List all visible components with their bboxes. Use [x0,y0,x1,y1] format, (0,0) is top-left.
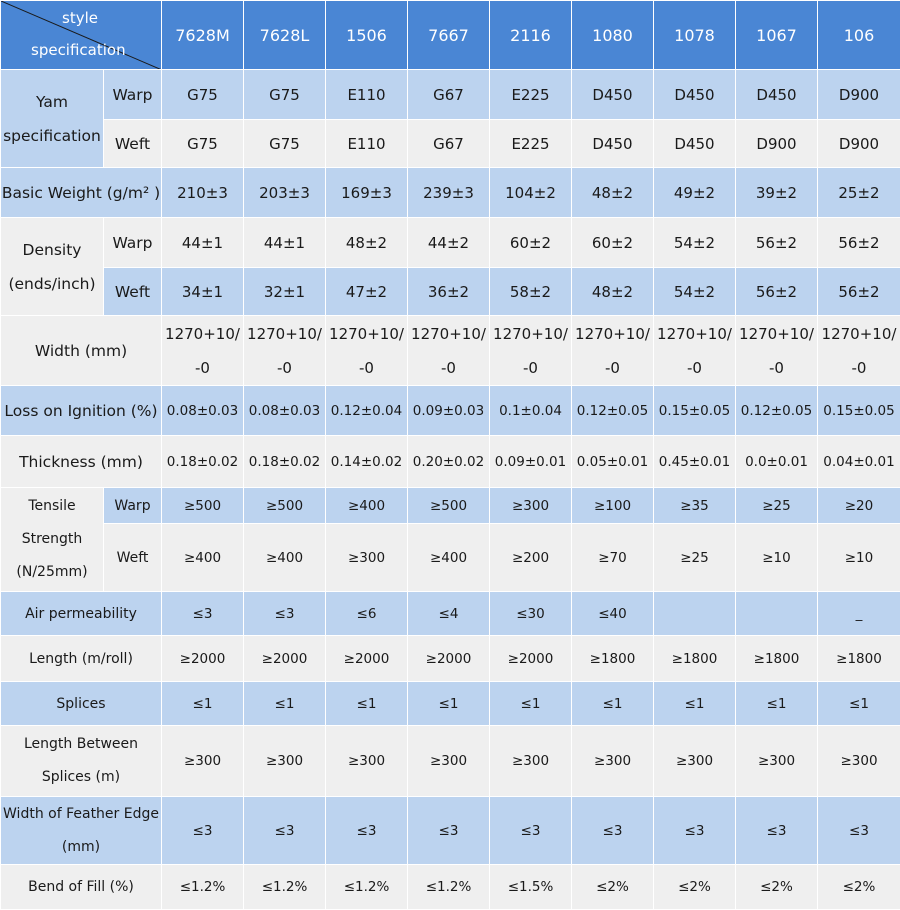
table-cell: ≤3 [162,797,244,865]
table-cell [244,316,326,386]
table-cell: ≤1 [326,682,408,726]
table-cell: 48±2 [572,168,654,218]
table-cell: ≤1 [818,682,900,726]
density-label [1,218,104,316]
width-line1: 1270+10/ [654,317,735,351]
weft-label: Weft [104,268,162,316]
width-line1: 1270+10/ [244,317,325,351]
table-cell: ≤1 [162,682,244,726]
table-cell: ≥300 [408,726,490,797]
table-cell: 0.0±0.01 [736,436,818,488]
table-cell: 56±2 [736,218,818,268]
table-cell: D450 [572,120,654,168]
tensile-label-line3: (N/25mm) [1,556,103,589]
table-cell: 39±2 [736,168,818,218]
weft-label: Weft [104,120,162,168]
width-line2: -0 [408,351,489,385]
table-row [1,797,900,865]
table-cell: 36±2 [408,268,490,316]
loss-on-ignition-label: Loss on Ignition (%) [1,386,162,436]
table-cell: ≥300 [162,726,244,797]
table-cell: ≤30 [490,592,572,636]
width-line1: 1270+10/ [408,317,489,351]
splices-label: Splices [1,682,162,726]
table-cell: ≤1.2% [162,865,244,910]
width-label: Width (mm) [1,316,162,386]
table-cell: ≥10 [736,524,818,592]
width-line2: -0 [244,351,325,385]
width-line1: 1270+10/ [736,317,817,351]
table-cell: ≤3 [326,797,408,865]
length-label: Length (m/roll) [1,636,162,682]
table-cell: ≤40 [572,592,654,636]
tensile-strength-label [1,488,104,592]
table-cell: ≤1.2% [326,865,408,910]
air-permeability-label: Air permeability [1,592,162,636]
corner-spec-label: specification [31,41,126,59]
table-cell: ≥100 [572,488,654,524]
table-cell: ≤1 [244,682,326,726]
tensile-label-line2: Strength [1,523,103,556]
table-cell: ≤3 [244,592,326,636]
table-cell: ≤1.2% [244,865,326,910]
table-cell: 169±3 [326,168,408,218]
table-cell: G75 [244,70,326,120]
table-cell: E110 [326,70,408,120]
table-cell: 0.15±0.05 [818,386,900,436]
feather-label-line2: (mm) [1,831,161,864]
table-cell: 0.04±0.01 [818,436,900,488]
table-cell: 210±3 [162,168,244,218]
table-cell: 203±3 [244,168,326,218]
width-line1: 1270+10/ [162,317,243,351]
table-cell: 56±2 [736,268,818,316]
table-row [1,268,900,316]
table-cell: ≥25 [736,488,818,524]
table-cell: 0.1±0.04 [490,386,572,436]
table-cell: ≥500 [408,488,490,524]
corner-style-label: style [62,9,98,27]
table-row [1,636,900,682]
warp-label: Warp [104,70,162,120]
table-cell: G75 [244,120,326,168]
table-cell: ≥300 [490,726,572,797]
table-cell: 0.20±0.02 [408,436,490,488]
table-cell: E225 [490,70,572,120]
col-header: 2116 [490,1,572,70]
table-cell [736,316,818,386]
table-cell: G67 [408,120,490,168]
table-row [1,592,900,636]
table-cell: ≤2% [654,865,736,910]
table-cell: ≤1 [572,682,654,726]
table-cell: ≤4 [408,592,490,636]
table-cell: D450 [572,70,654,120]
table-row [1,120,900,168]
table-cell: 58±2 [490,268,572,316]
table-cell: 0.09±0.01 [490,436,572,488]
table-cell: 104±2 [490,168,572,218]
table-cell: 44±1 [244,218,326,268]
table-cell: ≤1.2% [408,865,490,910]
table-row [1,436,900,488]
lbs-label-line1: Length Between [1,728,161,761]
col-header: 1078 [654,1,736,70]
table-cell: ≥2000 [490,636,572,682]
yarn-label-line2: specification [1,119,103,153]
yarn-label-line1: Yam [1,85,103,119]
table-cell: ≥300 [736,726,818,797]
table-cell [818,316,900,386]
table-cell [408,316,490,386]
width-line1: 1270+10/ [490,317,571,351]
table-cell: ≥70 [572,524,654,592]
table-cell: 0.09±0.03 [408,386,490,436]
table-cell: ≥300 [490,488,572,524]
table-cell: ≥300 [654,726,736,797]
basic-weight-label: Basic Weight (g/m² ) [1,168,162,218]
length-between-splices-label [1,726,162,797]
tensile-label-line1: Tensile [1,490,103,523]
table-cell: ≥2000 [162,636,244,682]
table-cell: G75 [162,120,244,168]
col-header: 1080 [572,1,654,70]
table-cell [326,316,408,386]
table-cell: ≥500 [162,488,244,524]
col-header: 1067 [736,1,818,70]
table-cell [736,592,818,636]
table-cell: ≥400 [326,488,408,524]
table-cell: ≤3 [818,797,900,865]
table-cell: 25±2 [818,168,900,218]
table-cell: 0.05±0.01 [572,436,654,488]
table-cell: ≤3 [736,797,818,865]
thickness-label: Thickness (mm) [1,436,162,488]
table-cell: 0.45±0.01 [654,436,736,488]
table-cell: 0.12±0.05 [572,386,654,436]
table-cell: ≤3 [654,797,736,865]
table-cell: 60±2 [490,218,572,268]
width-line2: -0 [654,351,735,385]
table-cell: G75 [162,70,244,120]
table-cell: ≥400 [244,524,326,592]
table-cell [162,316,244,386]
table-cell: 0.12±0.05 [736,386,818,436]
table-cell: 34±1 [162,268,244,316]
table-cell: ≤1 [490,682,572,726]
table-cell: ≤3 [490,797,572,865]
table-cell: D450 [654,120,736,168]
table-cell: G67 [408,70,490,120]
width-line2: -0 [818,351,900,385]
table-cell: ≥500 [244,488,326,524]
table-cell: ≥200 [490,524,572,592]
table-cell: 48±2 [572,268,654,316]
yarn-spec-label [1,70,104,168]
table-cell: ≥400 [408,524,490,592]
table-cell: 44±2 [408,218,490,268]
width-line1: 1270+10/ [572,317,653,351]
table-cell: ≤3 [244,797,326,865]
table-row [1,386,900,436]
table-cell: ≥2000 [326,636,408,682]
table-row [1,865,900,910]
table-cell: D900 [736,120,818,168]
table-cell: ≥1800 [654,636,736,682]
table-cell: ≤3 [162,592,244,636]
feather-label-line1: Width of Feather Edge [1,798,161,831]
col-header: 7628L [244,1,326,70]
density-label-line2: (ends/inch) [1,267,103,301]
table-cell: 54±2 [654,268,736,316]
col-header: 106 [818,1,900,70]
table-row [1,488,900,524]
table-cell: 0.08±0.03 [162,386,244,436]
table-cell: ≤1 [654,682,736,726]
col-header: 1506 [326,1,408,70]
width-line1: 1270+10/ [326,317,407,351]
width-line1: 1270+10/ [818,317,900,351]
table-cell [572,316,654,386]
table-cell [654,592,736,636]
width-line2: -0 [572,351,653,385]
lbs-label-line2: Splices (m) [1,761,161,794]
table-cell: 0.12±0.04 [326,386,408,436]
table-cell: ≥10 [818,524,900,592]
col-header: 7667 [408,1,490,70]
warp-label: Warp [104,488,162,524]
header-row [1,1,900,70]
feather-edge-label [1,797,162,865]
col-header: 7628M [162,1,244,70]
width-line2: -0 [736,351,817,385]
table-cell: ≥300 [326,726,408,797]
table-cell: ≤1 [408,682,490,726]
warp-label: Warp [104,218,162,268]
table-cell: 48±2 [326,218,408,268]
table-cell: ≥400 [162,524,244,592]
table-row [1,316,900,386]
table-cell: ≤6 [326,592,408,636]
table-cell: D450 [736,70,818,120]
table-cell: ≤3 [408,797,490,865]
table-cell: _ [818,592,900,636]
table-cell: 239±3 [408,168,490,218]
table-cell: 56±2 [818,268,900,316]
table-cell: ≤2% [818,865,900,910]
table-cell: ≥300 [818,726,900,797]
corner-header [1,1,162,70]
table-cell [654,316,736,386]
table-cell: ≤2% [572,865,654,910]
table-cell: 47±2 [326,268,408,316]
table-cell: 0.18±0.02 [244,436,326,488]
table-cell: ≥300 [572,726,654,797]
table-cell: 32±1 [244,268,326,316]
table-cell: 54±2 [654,218,736,268]
table-cell: 60±2 [572,218,654,268]
table-row [1,218,900,268]
table-row [1,70,900,120]
table-cell: E110 [326,120,408,168]
table-row [1,524,900,592]
table-cell: D900 [818,70,900,120]
table-cell: ≥2000 [244,636,326,682]
table-cell: ≥1800 [818,636,900,682]
table-cell: D450 [654,70,736,120]
width-line2: -0 [490,351,571,385]
table-cell: ≥300 [326,524,408,592]
weft-label: Weft [104,524,162,592]
table-cell: ≤1.5% [490,865,572,910]
bend-of-fill-label: Bend of Fill (%) [1,865,162,910]
density-label-line1: Density [1,233,103,267]
table-cell: ≥1800 [736,636,818,682]
table-row [1,682,900,726]
table-row [1,168,900,218]
table-cell: E225 [490,120,572,168]
table-cell: ≤2% [736,865,818,910]
table-cell: 0.08±0.03 [244,386,326,436]
table-cell: ≥25 [654,524,736,592]
table-cell: 44±1 [162,218,244,268]
table-cell: ≤1 [736,682,818,726]
table-cell: ≥20 [818,488,900,524]
table-cell: ≥1800 [572,636,654,682]
table-cell [490,316,572,386]
width-line2: -0 [162,351,243,385]
width-line2: -0 [326,351,407,385]
table-cell: ≥300 [244,726,326,797]
table-cell: ≥2000 [408,636,490,682]
table-row [1,726,900,797]
table-cell: 0.18±0.02 [162,436,244,488]
table-cell: ≥35 [654,488,736,524]
table-cell: 0.15±0.05 [654,386,736,436]
table-cell: 0.14±0.02 [326,436,408,488]
table-cell: 56±2 [818,218,900,268]
table-cell: 49±2 [654,168,736,218]
table-cell: D900 [818,120,900,168]
table-cell: ≤3 [572,797,654,865]
